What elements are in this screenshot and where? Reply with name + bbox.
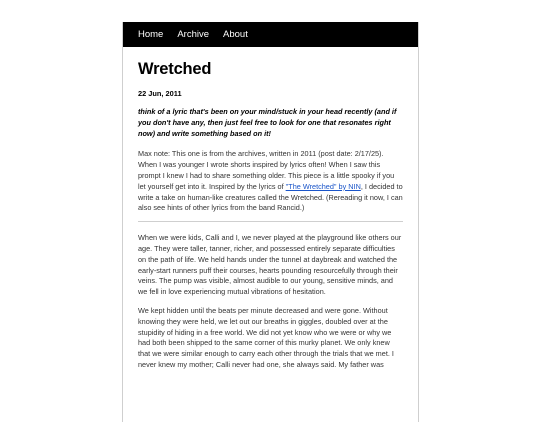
section-divider: [138, 221, 403, 222]
author-note: [138, 149, 403, 214]
post-content: [123, 60, 418, 371]
story-paragraph: We kept hidden until the beats per minute decreased and were gone. Without knowing they were held, we let out our breaths in giggles, doubled over at the stupidity of hiding in a free world. We did not yet know who we were or why we had both been shipped to the same corner of this murky planet. We only knew that we were similar enough to carry each other through the trials that we met. I never knew my mother; Calli never had one, she always said. My father was: [138, 305, 394, 369]
page-container: [122, 22, 419, 422]
post-date: 22 Jun, 2011: [138, 89, 182, 98]
story-paragraph: When we were kids, Calli and I, we never played at the playground like others our age. They were taller, tanner, richer, and possessed entirely separate difficulties on the path of life. We held hands under the tunnel at daybreak and watched the early-start runners puff their courses, hearts pounding resourcefully through their veins. The pump was visible, almost audible to our young, sensitive minds, and we fell in love experiencing mutual vibrations of hesitation.: [138, 233, 402, 297]
author-note-text-end: , I decided to write a take on human-like creatures called the Wretched. (Rereading it now, I can also see hints of other lyrics from the band Rancid.): [138, 181, 403, 213]
post-title: Wretched: [138, 60, 212, 78]
top-nav: [123, 22, 418, 47]
nav-archive-link[interactable]: Archive: [177, 29, 210, 40]
nav-about-link[interactable]: About: [223, 29, 248, 40]
writing-prompt: think of a lyric that's been on your mind/stuck in your head recently (and if you don't have any, then just feel free to look for one that resonates right now) and write something based on it!: [138, 107, 397, 138]
lyrics-link[interactable]: "The Wretched" by NIN: [285, 181, 361, 191]
nav-home-link[interactable]: Home: [138, 29, 164, 40]
author-note-text: Max note: This one is from the archives, written in 2011 (post date: 2/17/25). When I was younger I wrote shorts inspired by lyrics often! When I saw this prompt I knew I had to share something older. This piece is a little spooky if you let yourself get into it. Inspired by the lyrics of: [138, 149, 395, 191]
